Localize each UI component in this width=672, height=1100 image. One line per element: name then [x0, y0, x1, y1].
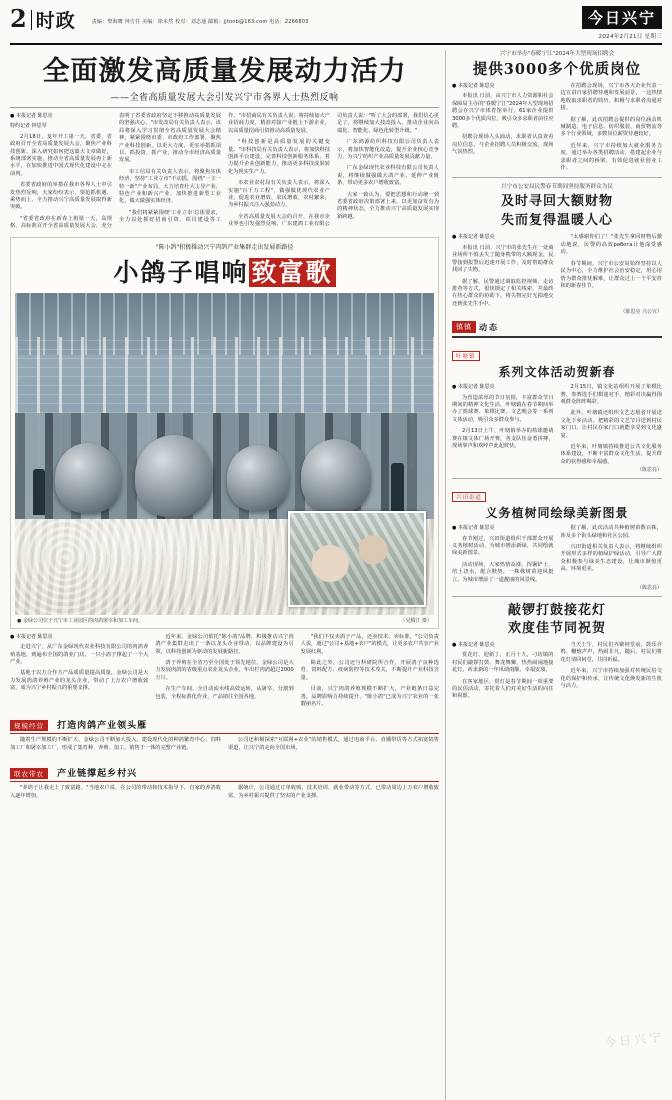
watermark: 今日兴宁: [603, 1029, 665, 1051]
byline-photographer: 特约记者 钟思琴: [10, 123, 47, 130]
article-byline: ● 本报记者 陈思亮: [452, 384, 495, 391]
article-para: 近年来，兴宁市持续加强对传统民俗文化的保护和传承，让传统文化焕发新的生机与活力。: [560, 668, 662, 690]
rule: [452, 177, 662, 178]
section-name: 时政: [35, 10, 76, 32]
article-job-fair: [452, 50, 662, 172]
article-para: 兴田街道相关负责人表示，将继续组织开展形式多样的植绿护绿活动，引导广大群众积极参与绿美生态建设，让城市颜值更高、环境更美。: [560, 544, 662, 573]
article-body: [452, 83, 662, 172]
article-byline: ● 本报记者 陈思亮: [452, 642, 495, 649]
article-para: 在客家地区，赏灯是春节期间一项重要的民俗活动，寄托着人们对美好生活的向往和祝愿。: [452, 678, 554, 700]
feature-para: 鸽子养殖在全省乃至全国处于领先地位，金绿公司是大力发展肉鸽的省级重点农业龙头企业，年出栏肉鸽超过2000万只。: [155, 659, 294, 681]
article-byline: ● 本报记者 陈思亮: [452, 83, 495, 89]
lead-para: 市工信局有关负责人表示，将聚焦实体经济，坚持"工业立市"不动摇，围绕"一主一特一新"产业布局，大力培育壮大主导产业、特色产业和新兴产业，加快推进新型工业化，做大做强实体经济。: [119, 168, 221, 205]
left-zone: [10, 50, 445, 1100]
article-headline: 系列文体活动贺新春: [498, 365, 616, 380]
vat: [135, 435, 213, 517]
article-para: 本报讯 日前，由兴宁市人力资源和社会保障局主办的"春暖宁江"2024年大型现场招聘会在兴宁市体育馆举行，61家企业提供3000多个优质岗位，吸引众多求职者前往应聘。: [452, 93, 554, 130]
page-number-block: [10, 6, 76, 33]
worker-figure: [33, 469, 45, 515]
masthead: [10, 6, 662, 45]
article-para: 本报讯 日前，兴宁市的张先生在一处商业场所不慎丢失了随身携带的大额现金，民警接到报警后迅速开展工作，及时帮助群众找回了失物。: [452, 244, 554, 274]
photo-feature: [10, 237, 439, 629]
lead-para: "省委省政府在新春上班第一天，高规格、高标准召开全省高质量发展大会，充分表明了省委省政府坚定不移推动高质量发展的坚强决心。"市发改局有关负责人表示，该局将深入学习贯彻全省高质量发展大会精神，紧紧围绕市委、市政府工作部署，聚焦产业科技创新，以更大力度、更实举措抓项目、抓投资、抓产业，推动全市经济高质量发展。: [10, 113, 221, 230]
subsection-title: 产业链撑起乡村兴: [57, 769, 138, 780]
article-para: 近年来，叶塘镇持续推进公共文化服务体系建设，不断丰富群众文化生活，提升群众的获得感和幸福感。: [560, 443, 662, 465]
photo-caption: [15, 615, 434, 624]
article-para: 活动现场，大家热情高涨，挥锹铲土、培土浇水，配合默契，一株株树苗迎风挺立，为城市增添了一道靓丽的风景线。: [452, 561, 554, 583]
rule: [452, 336, 662, 338]
article-para: 招聘会现场人头涌动，求职者认真查看岗位信息，与企业招聘人员积极交流，现场气氛热烈。: [452, 134, 554, 156]
subsection-para: 随着生产规模的不断扩大，金绿公司不断加大投入，建设现代化的种鸽繁育中心、饲料加工厂和屠宰加工厂，形成了集育种、养殖、加工、销售于一体的完整产业链。: [10, 737, 221, 751]
lead-para: 大家一致认为，要把思想和行动统一到省委省政府决策部署上来，以更加奋发有为的精神状态，全力推动兴宁高质量发展实现新跨越。: [337, 191, 439, 220]
photo-credit: （吴腾江 摄）: [400, 617, 432, 624]
photo-caption-text: ● 金绿公司位于兴宁市工业园区的肉鸽屠宰和加工车间。: [17, 617, 143, 624]
newspaper-brand: 今日兴宁: [582, 6, 662, 29]
lead-body: [10, 113, 439, 231]
feature-para: 基地于以方合作方产品质质量提高质量，金绿公司是大力发展肉鸽养殖产业的龙头企业，带动了上万农户增收致富，成为兴宁乡村振兴的重要支撑。: [10, 670, 149, 692]
article-byline: ● 本报记者 陈思亮: [452, 234, 495, 241]
locality-tag: 叶塘镇: [452, 351, 480, 361]
article-para: 当天上午，村民们齐聚祠堂前，鼓乐齐鸣、鞭炮声声，热闹非凡。随后，村民们将花灯请回祠堂，共同祈福。: [560, 642, 662, 663]
article-body: [452, 525, 662, 584]
subsection-body-2: [10, 785, 439, 804]
rule: [452, 596, 662, 597]
article-police-recovery: [452, 183, 662, 315]
lead-para: "我们将紧紧围绕'工业立市'总体要求，全力以赴抓好招商引资、项目建设等工作。"市招商局有关负责人说，将持续加大产业招商力度，精准对接产业链上下游企业，以高质量招商引资推动高质量发展。: [119, 113, 330, 224]
page-number: 2: [10, 4, 27, 33]
locality-tag-row: [452, 343, 662, 362]
subsection-para: "养鸽子让我走上了致富路。"当地农户说，在公司的带动和技术指导下，自家的养鸽收入逐年增加。: [10, 785, 221, 799]
subsection-title: 打造肉鸽产业领头雁: [57, 721, 148, 732]
subsection-para: 公司还积极探索"互联网+农业"的销售模式，通过电商平台、直播带货等方式拓宽销售渠道，让兴宁鸽走向全国市场。: [228, 737, 439, 751]
article-para: 此外，叶塘镇还组织文艺志愿者开展送文化下乡活动，把精彩的文艺节目送到村民家门口，让村民在家门口就能享受到文化盛宴。: [560, 410, 662, 439]
issue-date: 2024年2月21日 星期三: [598, 34, 662, 40]
lead-para: 广东鸿源纺织科技有限公司负责人表示，将加快智能化改造，提升企业核心竞争力，为兴宁纺织产业高质量发展贡献力量。: [337, 139, 439, 161]
locality-tag-row: [452, 484, 662, 503]
rule: [10, 107, 439, 108]
feature-para: "我们不仅卖鸽子产品，还卖技术、卖标准。"公司负责人说，通过"公司+基地+农户"的模式，让更多农户共享产业发展红利。: [300, 633, 439, 655]
feature-para: 在生产车间，全自动流水线高效运转，从屠宰、分割到包装，全程标准化作业，产品销往全国各地。: [155, 686, 294, 700]
subsection-header-row: [10, 713, 439, 734]
article-kicker: 兴宁市公安局民警春节期间坚持服务群众为民: [501, 184, 613, 191]
locality-tag: 兴田街道: [452, 492, 486, 502]
article-kicker: 兴宁市举办"春暖宁江"2024年大型现场招聘会: [499, 51, 615, 57]
article-yetang-events: [452, 343, 662, 473]
article-para: 据了解，此次活动共种植树苗数百株，涉及多个街头绿地和社区公园。: [560, 525, 662, 539]
article-headline: 敲锣打鼓接花灯: [507, 603, 606, 619]
feature-para: 除此之外，公司还与科研院所合作，开展鸽子良种选育、饲料配方、疫病防控等技术攻关，不断提升产业科技含量。: [300, 659, 439, 681]
feature-title: [15, 253, 434, 289]
article-tree-planting: [452, 484, 662, 591]
rule: [452, 478, 662, 479]
feature-body: [10, 634, 439, 709]
feature-kicker: "陈小鸽"积极推动兴宁肉鸽产业集群走出发展新路径: [155, 243, 294, 251]
article-signoff: （陈思亮）: [636, 585, 662, 592]
section-badge-text: 动态: [479, 322, 499, 332]
article-para: 2月15日，镇文化站组织开展了象棋比赛，参赛选手们棋逢对手，精彩对决赢得围观群众阵阵喝彩。: [560, 384, 662, 405]
feature-para: 走进兴宁，从广东金绿现代农业科技有限公司的肉鸽养殖基地，到遍布全国的鸽业门店，一只小鸽子撑起了一个大产业。: [10, 644, 149, 665]
article-para: 春节刚过，兴田街道组织干部群众开展义务植树活动，为城市增添新绿，共同绘就绿美新图景。: [452, 535, 554, 557]
section-badge-row: [452, 321, 662, 333]
byline-reporter: ● 本报记者 陈思亮: [10, 113, 53, 119]
staff-credits: 责编：黎海鹰 钟吉任 美编：徐未然 校对：刘志通 邮箱：jjtonb@163.com 电话：2266803: [91, 19, 309, 25]
article-para: 为营造浓厚的节日氛围，丰富群众节日期间的精神文化生活，叶塘镇在春节期间举办了篮球赛、象棋比赛、文艺晚会等一系列文体活动，吸引众多群众参与。: [452, 394, 554, 423]
lead-para: "科技创新是高质量发展的关键变量。"市科技局有关负责人表示，将加快科技创新平台建设，完善科技创新服务体系，着力提升企业创新能力，推动更多科技成果转化为现实生产力。: [228, 139, 330, 175]
worker-figure: [391, 463, 404, 513]
subsection-body-1: [10, 737, 439, 756]
vat: [55, 443, 121, 513]
article-para: 春节期间，兴宁市公安局始终坚持以人民为中心，全力维护社会治安稳定，用心用情为群众排忧解难，让群众过上一个平安祥和的新春佳节。: [560, 260, 662, 289]
subsection-header-row: [10, 761, 439, 782]
vat: [301, 439, 371, 513]
feature-title-highlight: 致富歌: [249, 258, 336, 287]
lead-para: 市农业农村局有关负责人表示，将深入实施"百千万工程"，做强做优现代农业产业，促进农业增效、农民增收、农村繁荣，为乡村振兴注入强劲动力。: [228, 180, 330, 209]
lead-para: 全省高质量发展大会的召开，在我市企业界也引发强烈反响。广东建鸿工业有限公司负责人说："听了大会的部署，我们信心更足了，将继续加大技改投入，推动企业向高端化、智能化、绿色化转型升级。": [228, 113, 439, 228]
masthead-divider: [31, 10, 32, 30]
article-byline: ● 本报记者 陈思亮: [452, 525, 495, 532]
article-body: [452, 234, 662, 308]
article-signoff: （陈思亮）: [636, 467, 662, 474]
feature-para: 目前，兴宁肉鸽养殖规模不断扩大，产业链条日益完善，品牌影响力持续提升，"陈小鸽"已成为兴宁农业的一张靓丽名片。: [300, 686, 439, 707]
lead-para: 2月18日，龙年开工第一天，省委、省政府召开全省高质量发展大会，聚焦产业科技创新，深入研究如何把这篇大文章做好，系统部署实施，推动全省高质量发展再上新水平，在加快推进中国式现代化建设中走在前列。: [10, 133, 112, 177]
nameplate: [582, 6, 662, 40]
article-body: [452, 642, 662, 701]
article-para: 2月13日上午，叶塘镇举办的篮球邀请赛在镇文体广场开赛，各支队伍奋勇拼搏，现场掌声和欢呼声此起彼伏。: [452, 428, 554, 449]
subsection-tag: 规模经营: [10, 720, 48, 731]
page-content: [10, 50, 665, 1100]
article-headline: 提供3000多个优质岗位: [472, 61, 642, 78]
article-headline: 及时寻回大额财物: [500, 194, 613, 210]
article-signoff: （陈思亮 兴公宣）: [620, 309, 662, 316]
article-lantern-festival: [452, 602, 662, 701]
subsection-para: 据统计，公司通过订单收购、技术培训、就业带动等方式，已带动周边上万农户增收致富，为乡村振兴提供了坚实的产业支撑。: [228, 785, 439, 799]
feature-title-pre: 小鸽子唱响: [113, 257, 249, 287]
article-para: 在招聘会现场，兴宁市各大企业代表一边宣讲自家招聘待遇和发展前景，一边热情地收取求职者的简历，积极与求职者沟通对接。: [560, 83, 662, 112]
article-body: [452, 384, 662, 466]
inset-detail: [290, 513, 424, 605]
article-headline: 义务植树同绘绿美新图景: [485, 506, 629, 521]
section-badge: 镇镇: [452, 321, 476, 333]
article-headline-line2: 失而复得温暖人心: [500, 213, 613, 229]
feature-para: 近年来，金绿公司依托"陈小鸽"品牌，积极推动兴宁肉鸽产业集群走出了一条以龙头企业带动、以品牌建设为引领、以科技创新为驱动的发展新路径。: [155, 633, 294, 655]
right-zone: [446, 50, 665, 1100]
article-para: 近年来，兴宁市持续加大就业服务力度，通过举办各类招聘活动，搭建起企业与求职者之间的桥梁，有效促进就业创业工作。: [560, 142, 662, 172]
feature-byline: ● 本报记者 陈思亮: [10, 633, 53, 640]
lead-headline: 全面激发高质量发展动力活力: [42, 56, 407, 87]
article-headline-line2: 欢度佳节同祝贺: [507, 621, 606, 637]
vat: [227, 445, 289, 511]
article-para: 赏花灯、迎新丁，正月十九，刁坊镇的村民们敲锣打鼓、舞龙舞狮，热热闹闹地接花灯，祈求新的一年风调雨顺、幸福安康。: [452, 652, 554, 674]
factory-photo: [15, 293, 434, 615]
lead-para: 省委省政府的举措在我市各界人士中引发热烈反响，大家纷纷表示，要抢抓机遇、乘势而上，全力推动兴宁高质量发展取得新突破。: [10, 182, 112, 211]
inset-photo: [288, 511, 426, 607]
article-para: 据了解，民警通过调取监控视频、走访排查等方式，很快锁定了相关线索，并最终在热心群众的协助下，将失物完好无损地交还到张先生手中。: [452, 278, 554, 307]
subsection-tag: 联农带农: [10, 768, 48, 779]
article-para: "太感谢你们了！"张先生拿回财物后激动地说，民警的高效работа让他深受感动。: [560, 234, 662, 256]
lead-para: 广东金绿现代农业科技有限公司负责人说，将继续做强做大鸽产业，延伸产业链条，带动更多农户增收致富。: [337, 165, 439, 187]
lead-subhead: ——全省高质量发展大会引发兴宁市各界人士热烈反响: [110, 93, 339, 103]
article-para: 据了解，此次招聘会提供的岗位涵盖机械制造、电子信息、纺织服装、商贸物流等多个行业领域，多数岗位薪资待遇较好。: [560, 116, 662, 138]
